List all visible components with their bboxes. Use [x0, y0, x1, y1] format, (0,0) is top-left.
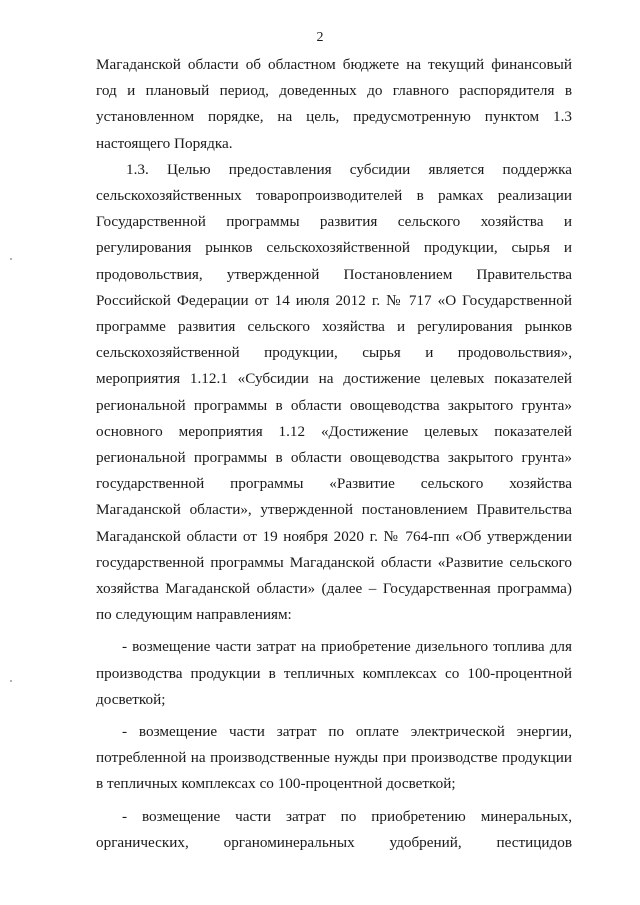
list-item-electric-energy: - возмещение части затрат по оплате электрической энергии, потребленной на производственные нужды при производстве продукции в тепличных комплексах со 100-процентной досветкой;	[96, 723, 572, 793]
paragraph-continuation: Магаданской области об областном бюджете на текущий финансовый год и плановый период, доведенных до главного распорядителя в установленном порядке, на цель, предусмотренную пунктом 1.3 настоящего Порядка.	[96, 56, 572, 152]
page-number: 2	[316, 30, 324, 45]
scan-artifact	[10, 680, 12, 682]
list-item-fertilizers: - возмещение части затрат по приобретению минеральных, органических, органоминеральных удобрений, пестицидов	[96, 807, 572, 851]
list-item-diesel-fuel: - возмещение части затрат на приобретение дизельного топлива для производства продукции в тепличных комплексах со 100-процентной досветкой;	[96, 638, 572, 708]
document-body	[96, 52, 572, 856]
paragraph-1-3: 1.3. Целью предоставления субсидии является поддержка сельскохозяйственных товаропроизводителей в рамках реализации Государственной программы развития сельского хозяйства и регулирования рынков сельскохозяйственной продукции, сырья и продовольствия, утвержденной Постановлением Правительства Российской Федерации от 14 июля 2012 г. № 717 «О Государственной программе развития сельского хозяйства и регулирования рынков сельскохозяйственной продукции, сырья и продовольствия», мероприятия 1.12.1 «Субсидии на достижение целевых показателей региональной программы в области овощеводства закрытого грунта» основного мероприятия 1.12 «Достижение целевых показателей региональной программы в области овощеводства закрытого грунта» государственной программы «Развитие сельского хозяйства Магаданской области», утвержденной постановлением Правительства Магаданской области от 19 ноября 2020 г. № 764-пп «Об утверждении государственной программы Магаданской области «Развитие сельского хозяйства Магаданской области» (далее – Государственная программа) по следующим направлениям:	[96, 160, 572, 624]
scan-artifact	[10, 258, 12, 260]
